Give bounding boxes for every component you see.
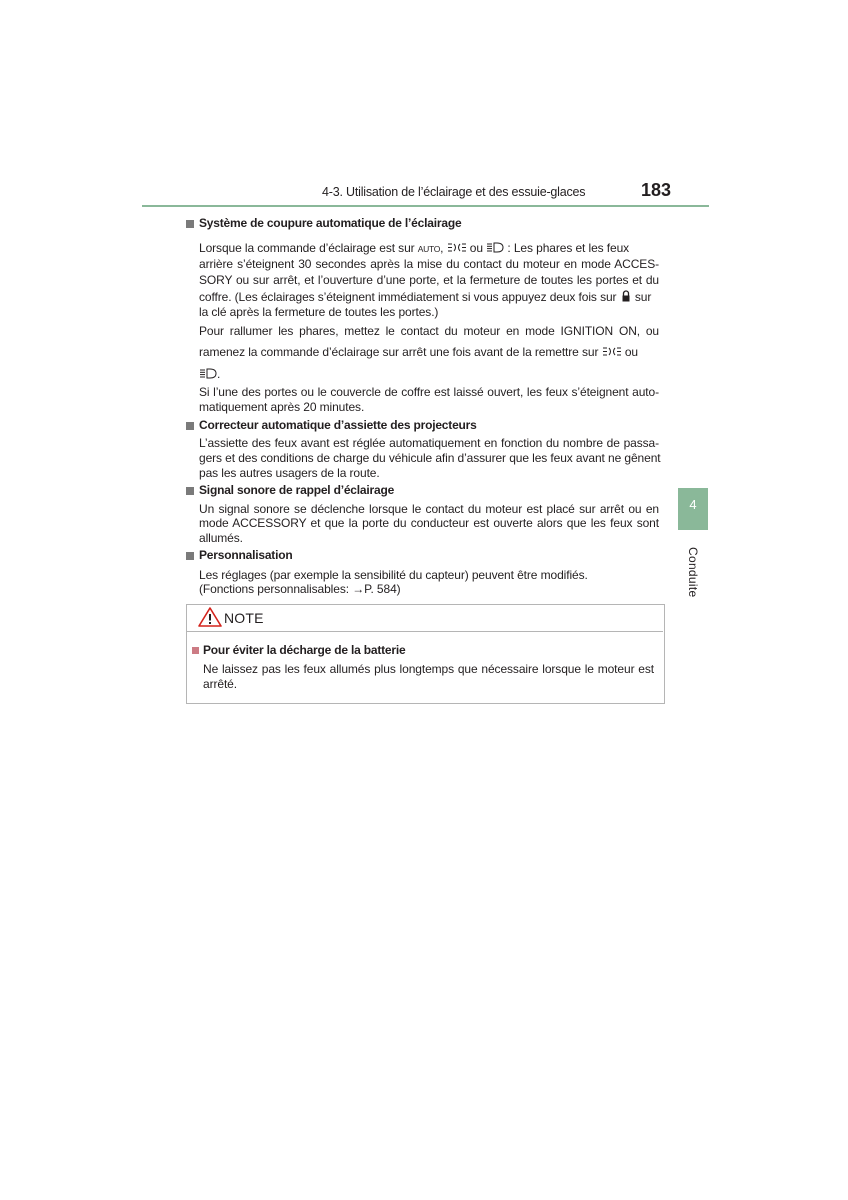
tail-light-icon bbox=[602, 346, 622, 360]
text-run: ou bbox=[624, 345, 638, 359]
arrow-icon: → bbox=[352, 582, 365, 596]
paragraph-line bbox=[199, 241, 659, 256]
paragraph-line: Les réglages (par exemple la sensibilité du capteur) peuvent être modifiés. bbox=[199, 568, 588, 582]
warning-triangle-icon bbox=[198, 607, 222, 632]
paragraph-line: pas les autres usagers de la route. bbox=[199, 466, 380, 480]
section-bullet bbox=[186, 422, 194, 430]
note-line: arrêté. bbox=[203, 677, 237, 691]
text-run: sur bbox=[634, 290, 652, 304]
headlight-icon bbox=[199, 368, 217, 382]
text-run: ramenez la commande d’éclairage sur arrêt une fois avant de la remettre sur bbox=[199, 345, 599, 359]
text-run: : Les phares et les feux bbox=[507, 241, 630, 255]
paragraph-line: Si l’une des portes ou le couvercle de coffre est laissé ouvert, les feux s’éteignent auto- bbox=[199, 385, 659, 399]
page-number: 183 bbox=[641, 180, 672, 200]
note-divider bbox=[187, 631, 663, 632]
tail-light-icon bbox=[447, 242, 467, 256]
headlight-icon bbox=[486, 242, 504, 256]
section-title: 4-3. Utilisation de l’éclairage et des essuie-glaces bbox=[322, 185, 586, 199]
note-heading: Pour éviter la décharge de la batterie bbox=[203, 643, 406, 657]
chapter-number: 4 bbox=[689, 497, 697, 512]
chapter-label: Conduite bbox=[686, 547, 700, 598]
note-label: NOTE bbox=[224, 610, 264, 626]
paragraph-line: allumés. bbox=[199, 531, 243, 545]
paragraph-line bbox=[199, 290, 659, 305]
header-rule bbox=[142, 205, 709, 207]
text-run: coffre. (Les éclairages s’éteignent immédiatement si vous appuyez deux fois sur bbox=[199, 290, 617, 304]
text-run: . bbox=[217, 367, 221, 381]
note-line: Ne laissez pas les feux allumés plus longtemps que nécessaire lorsque le moteur est bbox=[203, 662, 654, 676]
paragraph-line bbox=[199, 367, 659, 382]
section-bullet bbox=[186, 487, 194, 495]
paragraph-line bbox=[199, 582, 659, 596]
paragraph-line bbox=[199, 345, 659, 360]
section-bullet bbox=[186, 220, 194, 228]
paragraph-line: Un signal sonore se déclenche lorsque le contact du moteur est placé sur arrêt ou en bbox=[199, 502, 659, 516]
heading-auto-off: Système de coupure automatique de l’éclairage bbox=[199, 216, 462, 230]
section-bullet bbox=[186, 552, 194, 560]
text-run: (Fonctions personnalisables: bbox=[199, 582, 349, 596]
paragraph-line: mode ACCESSORY et que la porte du conducteur est ouverte alors que les feux sont bbox=[199, 516, 659, 530]
heading-custom: Personnalisation bbox=[199, 548, 293, 562]
paragraph-line: arrière s’éteignent 30 secondes après la mise du contact du moteur en mode ACCES- bbox=[199, 257, 659, 271]
paragraph-line: la clé après la fermeture de toutes les portes.) bbox=[199, 305, 439, 319]
page-reference-link[interactable]: P. 584) bbox=[364, 582, 401, 596]
text-run: Lorsque la commande d’éclairage est sur bbox=[199, 241, 415, 255]
heading-reminder: Signal sonore de rappel d’éclairage bbox=[199, 483, 395, 497]
text-run: , bbox=[440, 241, 444, 255]
paragraph-line: matiquement après 20 minutes. bbox=[199, 400, 365, 414]
auto-icon: AUTO bbox=[417, 244, 441, 254]
note-bullet bbox=[192, 647, 199, 654]
paragraph-line: SORY ou sur arrêt, et l’ouverture d’une porte, et la fermeture de toutes les portes et du bbox=[199, 273, 659, 287]
paragraph-line: Pour rallumer les phares, mettez le contact du moteur en mode IGNITION ON, ou bbox=[199, 324, 659, 338]
paragraph-line: gers et des conditions de charge du véhicule afin d’assurer que les feux avant ne gênent bbox=[199, 451, 661, 465]
heading-leveling: Correcteur automatique d’assiette des projecteurs bbox=[199, 418, 477, 432]
text-run: ou bbox=[469, 241, 483, 255]
paragraph-line: L’assiette des feux avant est réglée automatiquement en fonction du nombre de passa- bbox=[199, 436, 659, 450]
lock-icon bbox=[620, 290, 632, 305]
